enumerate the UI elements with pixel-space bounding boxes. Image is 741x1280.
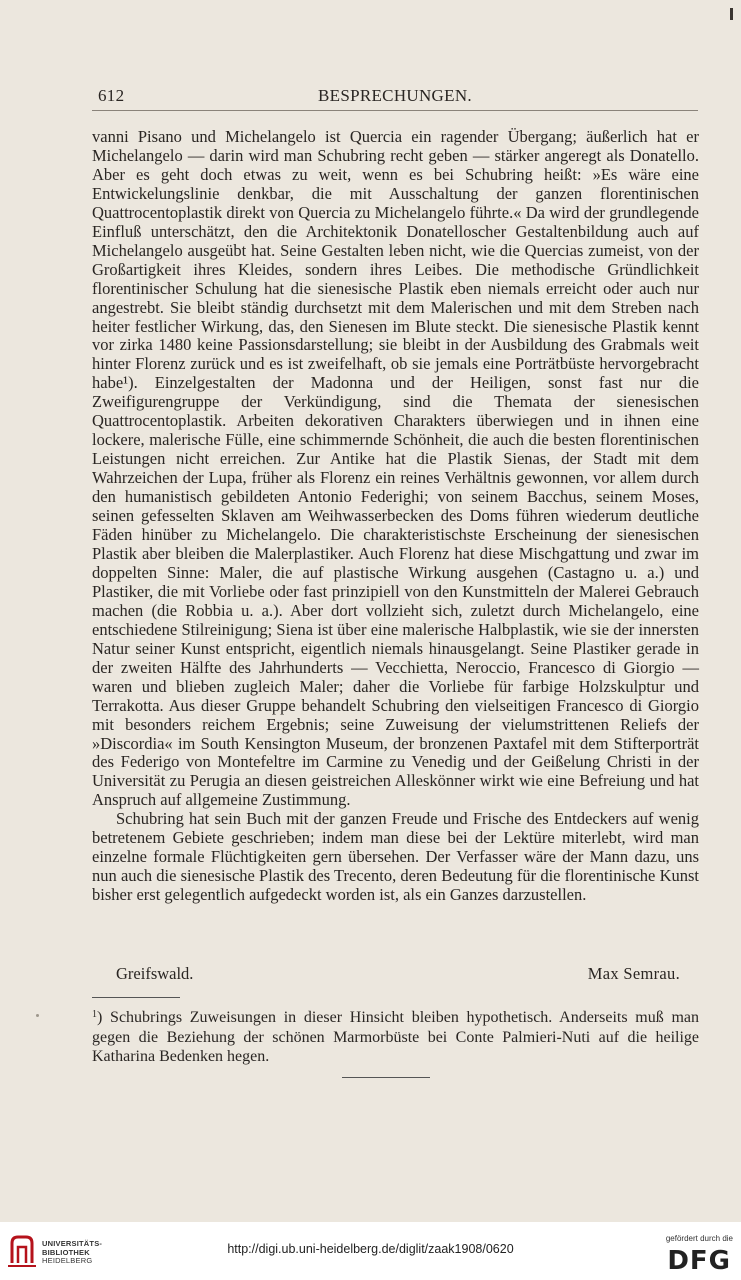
paragraph-2: Schubring hat sein Buch mit der ganzen Freude und Frische des Entdeckers auf wenig betretenem Gebiete geschrieben; indem man diese bei der Lektüre miterlebt, wird man einzelne formale Flüchtigkeiten gern übersehen. Der Verfasser wäre der Mann dazu, uns nun auch die sienesische Plastik des Trecento, deren Bedeutung für die florentinische Kunst bisher erst gelegentlich aufgedeckt worden ist, als ein Ganzes darzustellen. <box>92 809 699 905</box>
margin-dot <box>36 1014 39 1017</box>
running-title: BESPRECHUNGEN. <box>318 86 472 105</box>
footnote-marker: 1 <box>92 1009 97 1020</box>
dfg-logo-icon[interactable]: DFG <box>667 1246 731 1276</box>
footnote <box>92 1005 699 1067</box>
footnote-text: ) Schubrings Zuweisungen in dieser Hinsicht bleiben hypothetisch. Anderseits muß man gegen die Beziehung der schönen Marmorbüste bei Conte Palmieri-Nuti auf die heilige Katharina Bedenken hegen. <box>92 1009 699 1065</box>
sponsor-label: gefördert durch die <box>665 1234 733 1243</box>
signature-place: Greifswald. <box>116 964 194 983</box>
institution-line-3: HEIDELBERG <box>42 1256 93 1265</box>
footnote-rule <box>92 997 180 998</box>
end-rule <box>342 1077 430 1078</box>
viewer-footer <box>0 1222 741 1280</box>
signature-author: Max Semrau. <box>587 964 680 983</box>
paragraph-1: vanni Pisano und Michelangelo ist Quercia ein ragender Übergang; äußerlich hat er Michelangelo — darin wird man Schubring recht geben — stärker angeregt als Donatello. Aber es geht doch etwas zu weit, wenn es bei Schubring heißt: »Es wäre eine Entwickelungslinie denkbar, die mit Ausschaltung der ganzen florentinischen Quattrocentoplastik direkt von Quercia zu Michelangelo führte.« Da wird der grundlegende Einfluß unterschätzt, den die Architektonik Donatelloscher Gestaltenbildung auch auf Michelangelo ausgeübt hat. Seine Gestalten leben nicht, wie die Quercias zumeist, von der Großartigkeit ihres Kleides, sondern ihres Leibes. Die methodische Gründlichkeit florentinischer Schulung hat die sienesische Plastik eben niemals erreicht oder auch nur angestrebt. Sie bleibt ständig durchsetzt mit dem Malerischen und mit dem Streben nach heiter festlicher Wirkung, das, den Sienesen im Blute steckt. Die sienesische Plastik kennt vor zirka 1480 keine Passionsdarstellung; sie bleibt in der Ausbildung des Grabmals weit hinter Florenz zurück und es ist zweifelhaft, ob sie jemals eine Porträtbüste hervorgebracht habe¹). Einzelgestalten der Madonna und der Heiligen, sonst fast nur die Zweifigurengruppe der Verkündigung, sind die Themata der sienesischen Quattrocentoplastik. Arbeiten dekorativen Charakters überwiegen und in ihnen eine lockere, malerische Fülle, eine schimmernde Schönheit, die auch die besten florentinischen Leistungen nicht erreichen. Zur Antike hat die Plastik Sienas, der Stadt mit dem Wahrzeichen der Lupa, früher als Florenz ein reines Verhältnis gewonnen, vor allem durch den humanistisch gebildeten Antonio Federighi; von seinem Bacchus, seinem Moses, seinen gefesselten Sklaven am Weihwasserbecken des Doms führen wiederum deutliche Fäden hinüber zu Michelangelo. Die charakteristischste Erscheinung der sienesischen Plastik aber bleiben die Malerplastiker. Auch Florenz hat diese Mischgattung und zwar im doppelten Sinne: Maler, die auf plastische Wirkung ausgehen (Castagno u. a.) und Plastiker, die mit Vorliebe oder fast prinzipiell von den Kunstmitteln der Malerei Gebrauch machen (die Robbia u. a.). Aber dort vollzieht sich, zuletzt durch Michelangelo, eine entschiedene Stilreinigung; Siena ist über eine malerische Halbplastik, wie sie der innersten Natur seiner Kunst entspricht, eigentlich niemals hinausgelangt. Seine Plastiker gerade in der zweiten Hälfte des Jahrhunderts — Vecchietta, Neroccio, Francesco di Giorgio — waren und blieben zugleich Maler; daher die Vorliebe für farbige Holzskulptur und Terrakotta. Aus dieser Gruppe behandelt Schubring den vielseitigen Francesco di Giorgio mit besonders reichem Ergebnis; seine Zuweisung der vielumstrittenen Reliefs der »Discordia« im South Kensington Museum, der bronzenen Paxtafel mit dem Stifterporträt des Federigo von Montefeltre im Carmine zu Venedig und der Geißelung Christi in der Universität zu Perugia an diesen geistreichen Alleskönner wirkt wie eine Befreiung und hat Anspruch auf allgemeine Zustimmung. <box>92 127 699 810</box>
institution-line-1: UNIVERSITÄTS- <box>42 1239 103 1248</box>
header-rule <box>92 110 698 111</box>
signature-row <box>116 964 680 984</box>
page-header <box>92 86 698 110</box>
institution-line-2: BIBLIOTHEK <box>42 1247 90 1257</box>
review-body <box>92 128 699 905</box>
corner-mark <box>730 8 733 20</box>
permalink-url[interactable]: http://digi.ub.uni-heidelberg.de/diglit/zaak1908/0620 <box>227 1242 514 1256</box>
page-number: 612 <box>98 86 125 105</box>
